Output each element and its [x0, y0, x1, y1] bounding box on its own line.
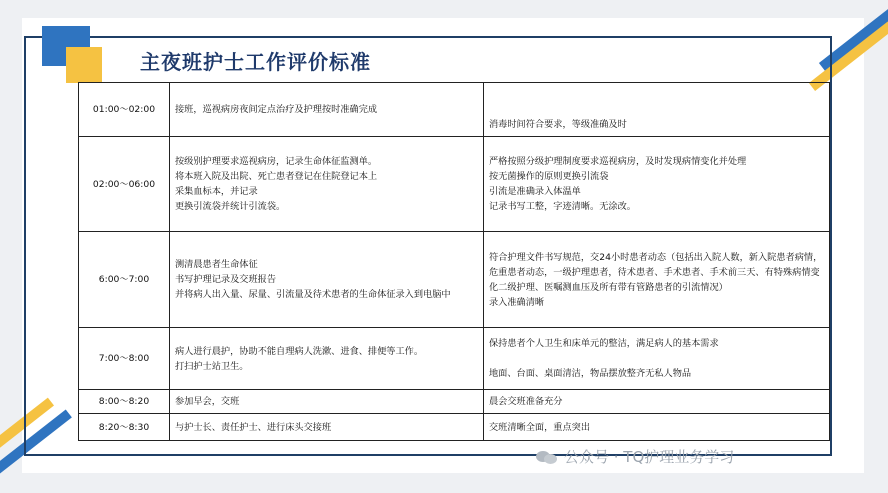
work-content-cell: [170, 232, 484, 328]
decor-square-yellow: [66, 47, 102, 83]
work-item: 参加早会，交班: [175, 396, 240, 407]
standard-item: 录入准确清晰: [489, 296, 545, 308]
work-item: 书写护理记录及交班报告: [175, 274, 277, 285]
table-row: [79, 83, 830, 137]
work-content-cell: [170, 328, 484, 390]
work-item: 病人进行晨护，协助不能自理病人洗漱、进食、排便等工作。: [175, 345, 424, 357]
work-item: 将本班入院及出院、死亡患者登记在住院登记本上: [175, 171, 378, 182]
work-content-cell: [170, 390, 484, 414]
time-cell: 02:00～06:00: [79, 137, 170, 232]
work-item: 与护士长、责任护士、进行床头交接班: [175, 421, 332, 433]
work-item: 按级别护理要求巡视病房，记录生命体征监测单。: [175, 156, 378, 167]
evaluation-table: [78, 82, 830, 441]
standard-item: 记录书写工整，字迹清晰。无涂改。: [489, 201, 636, 212]
standard-item: 晨会交班准备充分: [489, 396, 563, 407]
standard-item: 严格按照分级护理制度要求巡视病房，及时发现病情变化并处理: [489, 156, 747, 167]
work-item: 并将病人出入量、尿量、引流量及待术患者的生命体征录入到电脑中: [175, 289, 451, 300]
wechat-icon: [536, 449, 558, 465]
time-cell: 7:00～8:00: [79, 328, 170, 390]
work-item: 更换引流袋并统计引流袋。: [175, 201, 286, 212]
table-row: [79, 137, 830, 232]
watermark-text: 公众号 · TQ护理业务学习: [564, 448, 735, 466]
work-item: 测清晨患者生命体征: [175, 259, 258, 270]
standard-cell: [484, 328, 830, 390]
standard-item: 交班清晰全面，重点突出: [489, 421, 591, 433]
time-cell: 8:00～8:20: [79, 390, 170, 414]
standard-cell: [484, 137, 830, 232]
standard-cell: [484, 390, 830, 414]
time-cell: 6:00～7:00: [79, 232, 170, 328]
standard-item: 消毒时间符合要求，等级准确及时: [489, 119, 627, 130]
standard-item: 地面、台面、桌面清洁，物品摆放整齐无私人物品: [489, 368, 692, 379]
time-cell: 01:00～02:00: [79, 83, 170, 137]
work-item: 打扫护士站卫生。: [175, 360, 249, 372]
page-title: 主夜班护士工作评价标准: [140, 50, 371, 74]
work-content-cell: [170, 414, 484, 441]
work-content-cell: [170, 137, 484, 232]
standard-cell: [484, 83, 830, 137]
standard-item: 按无菌操作的原则更换引流袋: [489, 171, 609, 182]
watermark: [536, 446, 734, 467]
standard-item: 引流是准确录入体温单: [489, 186, 581, 197]
table-row: [79, 232, 830, 328]
work-item: 采集血标本，并记录: [175, 186, 258, 197]
standard-item: 保持患者个人卫生和床单元的整洁，满足病人的基本需求: [489, 338, 719, 349]
table-row: [79, 328, 830, 390]
table-row: [79, 414, 830, 441]
table-row: [79, 390, 830, 414]
time-cell: 8:20～8:30: [79, 414, 170, 441]
standard-item: 符合护理文件书写规范，交24小时患者动态（包括出入院人数，新入院患者病情，危重患者动态，一级护理患者，待术患者、手术患者、手术前三天、有特殊病情变化二级护理、医嘱测血压及所有带有管路患者的引流情况）: [489, 251, 823, 293]
work-content-cell: [170, 83, 484, 137]
work-item: 接班，巡视病房夜间定点治疗及护理按时准确完成: [175, 104, 378, 115]
standard-cell: [484, 232, 830, 328]
standard-cell: [484, 414, 830, 441]
